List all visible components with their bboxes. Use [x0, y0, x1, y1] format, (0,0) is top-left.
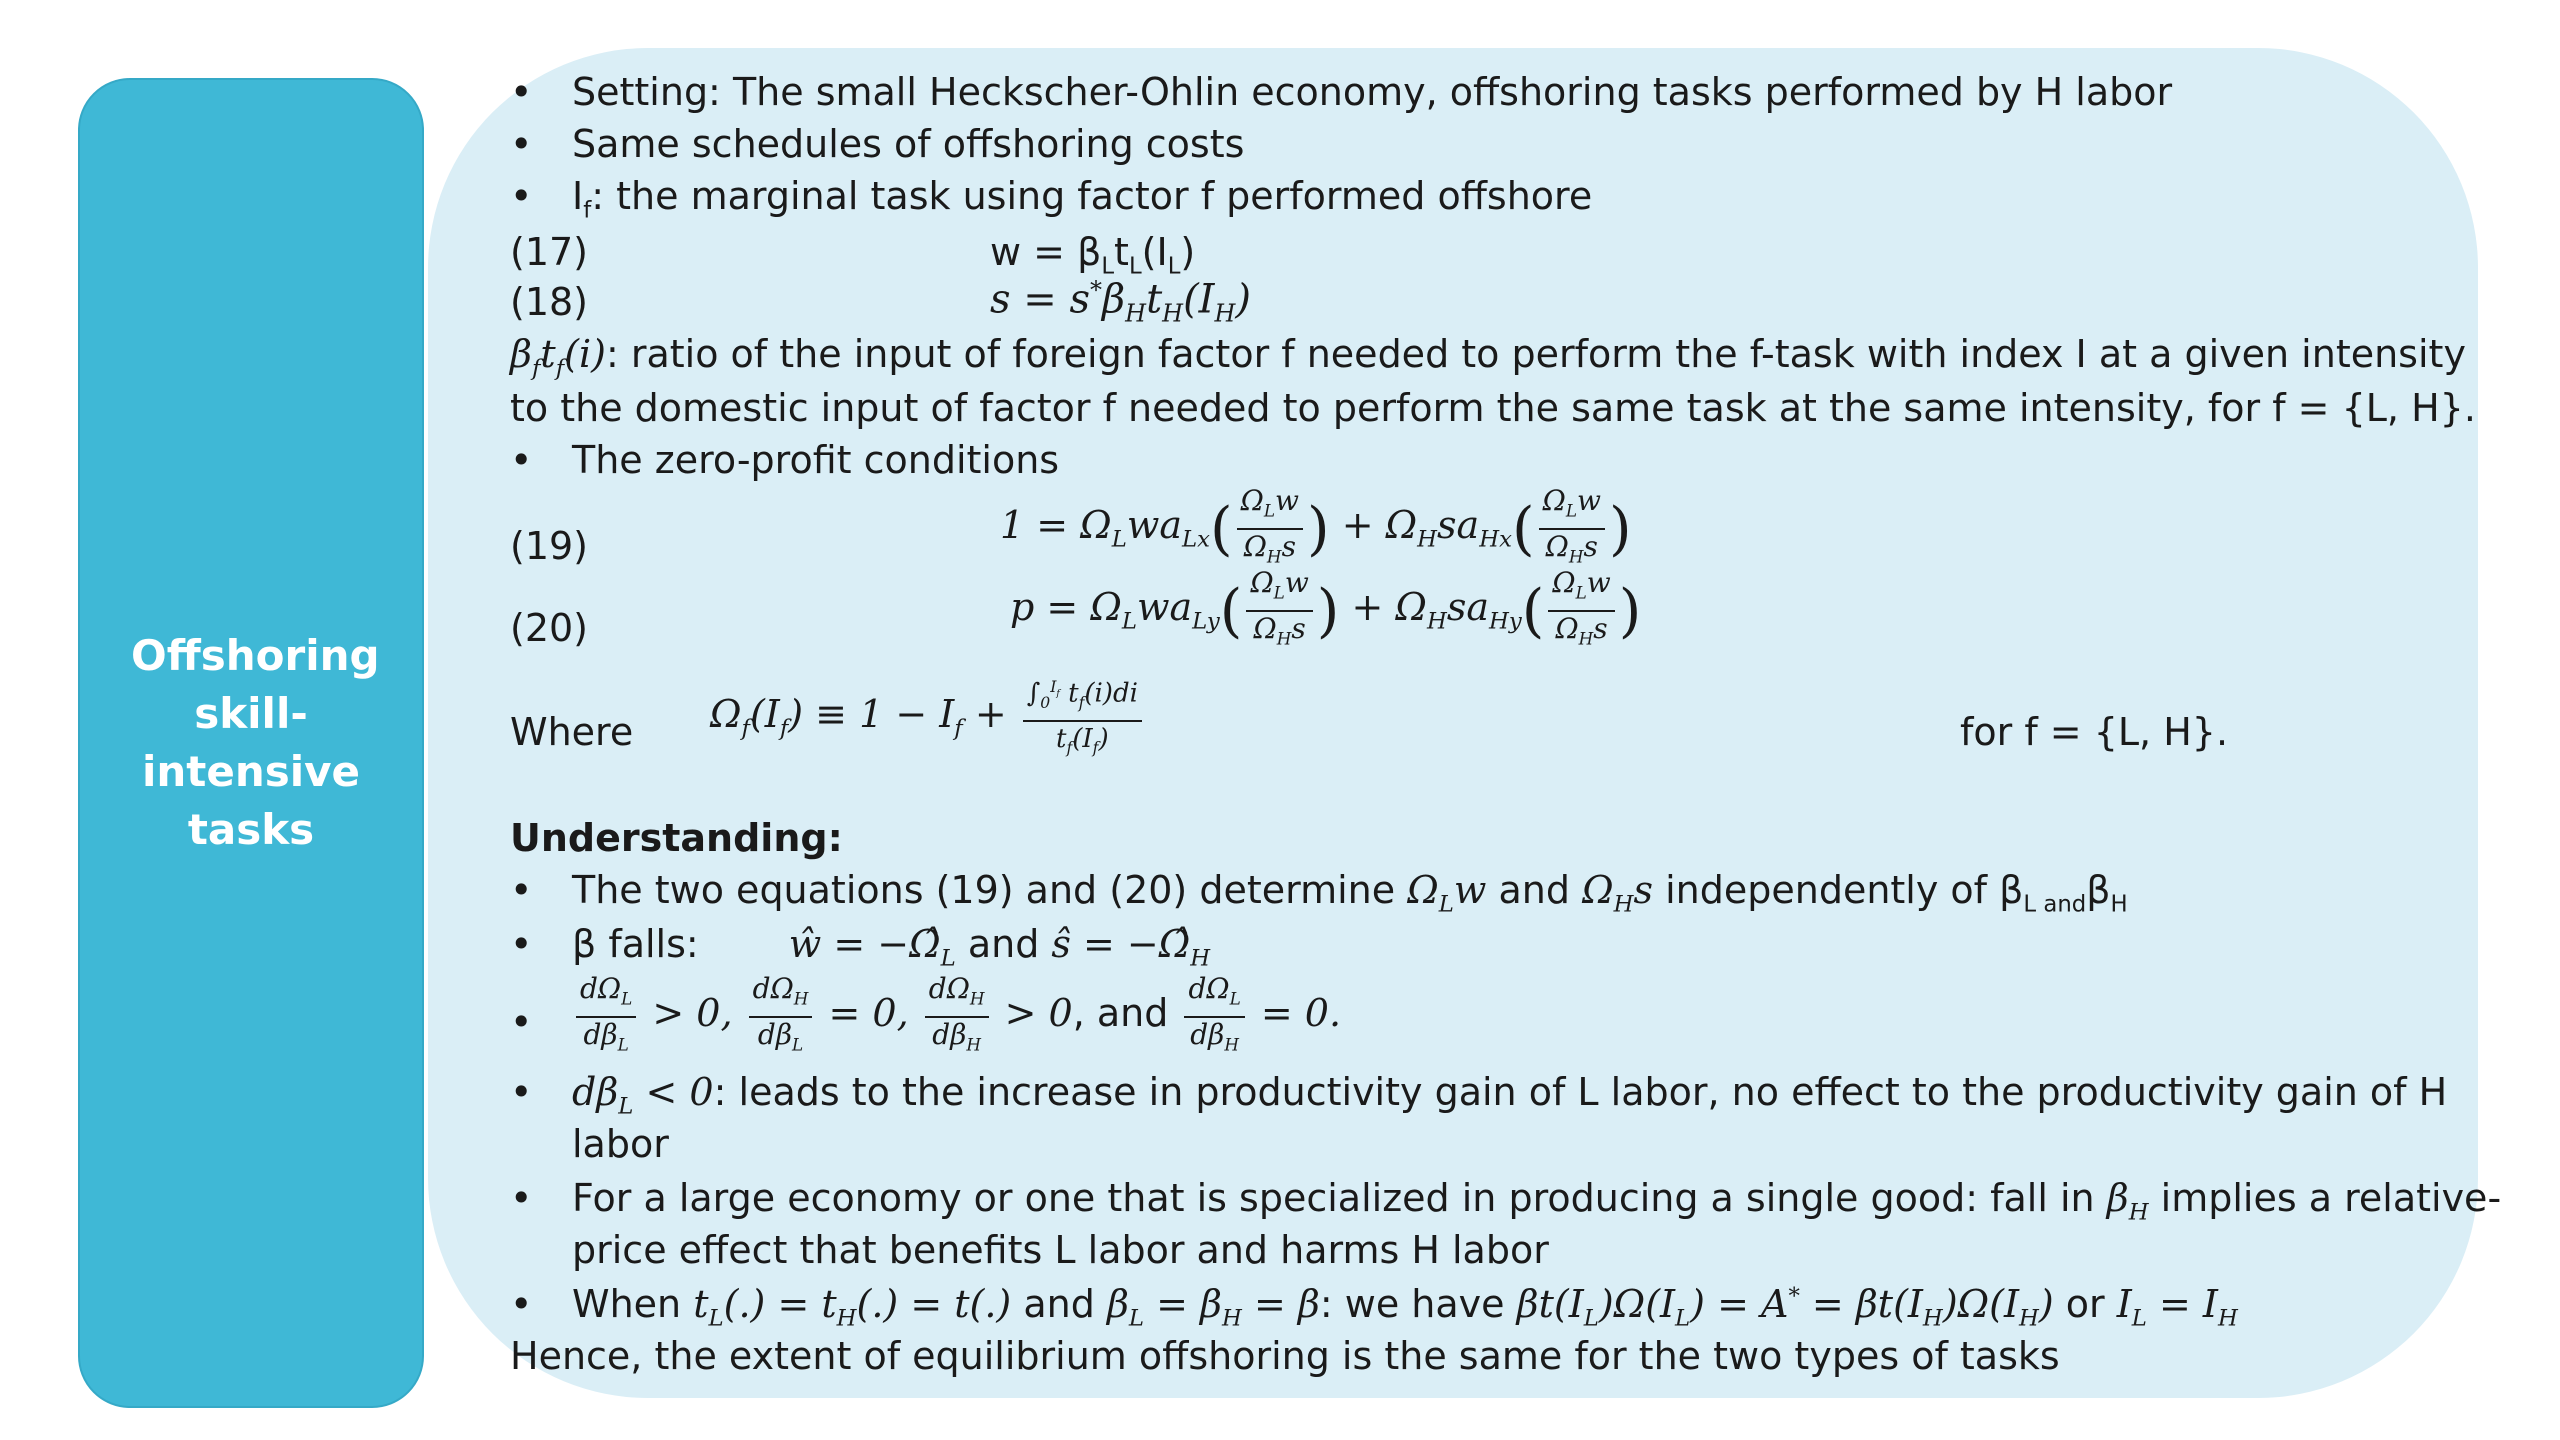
equation-19 [510, 524, 588, 568]
equation-label: (20) [510, 606, 589, 650]
content-panel: • Setting: The small Heckscher-Ohlin economy, offshoring tasks performed by H labor • Same schedules of offshoring costs • $I_f$: the marginal task using factor f performed offshore (17) $w = \beta_Lt_L(I_L)$ (18) $s = s^*\beta_Ht_H(I_H)$ $\beta_ft_f(i)$: ratio of the input of foreign factor f needed to perform the f-task with index I at a given intensity to the domestic input of factor f needed to perform the same task at the same intensity, for f = {L, H}. • The zero-profit conditions (19) $1 = \Omega_Lwa_{Lx}$( $\frac{\Omega_Lw}{\Omega_Hs}$ ) + $\Omega_Hsa_{Hx}$( $\frac{\Omega_Lw}{\Omega_Hs}$ ) (20) $p = \Omega_Lwa_{Ly}$( $\frac{\Omega_Lw}{\Omega_Hs}$ ) + $\Omega_Hsa_{Hy}$( $\frac{\Omega_Lw}{\Omega_Hs}$ ) Where for f = {L, H}. $\Omega_f(I_f) \equiv 1 - I_f$ + $\frac{\int_0^{I_f} t_f(i)di}{t_f(I_f)}$ Understanding: • The two equations (19) and (20) determine $\Omega_Lw$ and $\Omega_Hs$ independently of $\beta_{L and}\beta_H$ • β falls: ŵ = $-\Omegâ_L$ and ŝ = $-\Omegâ_H$ • $\frac{d\Omega_L}{d\beta_L}$ > 0, $\frac{d\Omega_H}{d\beta_L}$ = 0, $\frac{d\Omega_H}{d\beta_H}$ > 0, and $\frac{d\Omega_L}{d\beta_H}$ = 0. • $d\beta_L < 0$: leads to the increase in productivity gain of L labor, no effect to the productivity gain of H labor • For a large economy or one that is specialized in producing a single good: fall in $\beta_H$ implies a relative- price effect that benefits L labor and harms H labor • When $t_L(.) = t_H(.) = t(.)$ and $\beta_L = \beta_H = \beta$: we have $\beta t(I_L)\Omega(I_L) = A^* = \beta t(I_H)\Omega(I_H)$ or $I_L = I_H$ Hence, the extent of equilibrium offshoring is the same for the two types of tasks [428, 48, 2478, 1398]
ratio-definition-cont: to the domestic input of factor f needed to perform the same task at the same intensity, for f = {L, H}. [510, 386, 2476, 430]
bullet-icon: • [510, 122, 533, 166]
bullet-icon: • [510, 868, 533, 912]
equation-label: (17) [510, 230, 589, 274]
bullet-icon: • [510, 1176, 533, 1220]
understanding-heading: Understanding: [510, 816, 843, 860]
where-label: Where [510, 710, 634, 754]
where-suffix: for f = {L, H}. [1960, 710, 2229, 754]
understanding-item-4-cont: labor [572, 1122, 669, 1166]
equation-18-body: $s = s^*\beta_Ht_H(I_H)$ [990, 276, 1252, 328]
omega-definition: $\Omega_f(I_f) \equiv 1 - I_f$ + $\frac{\int_0^{I_f} t_f(i)di}{t_f(I_f)}$ [710, 670, 1146, 765]
bullet-icon: • [510, 70, 533, 114]
sidebar-title: Offshoring skill-intensive tasks [131, 631, 380, 854]
understanding-item-5-cont: price effect that benefits L labor and harms H labor [572, 1228, 1549, 1272]
bullet-icon: • [510, 174, 533, 218]
equation-20-body: $p = \Omega_Lwa_{Ly}$( $\frac{\Omega_Lw}{\Omega_Hs}$ ) + $\Omega_Hsa_{Hy}$( $\frac{\Omega_Lw}{\Omega_Hs}$ ) [1010, 566, 1642, 649]
equation-17-body: $w = \beta_Lt_L(I_L)$ [990, 230, 1196, 280]
equation-18 [510, 276, 1252, 328]
conclusion-text: Hence, the extent of equilibrium offshoring is the same for the two types of tasks [510, 1334, 2060, 1378]
bullet-icon: • [510, 438, 533, 482]
bullet-icon: • [510, 922, 533, 966]
sidebar-panel [78, 78, 424, 1408]
bullet-icon: • [510, 1282, 533, 1326]
bullet-icon: • [510, 1070, 533, 1114]
equation-19-body: $1 = \Omega_Lwa_{Lx}$( $\frac{\Omega_Lw}{\Omega_Hs}$ ) + $\Omega_Hsa_{Hx}$( $\frac{\Omega_Lw}{\Omega_Hs}$ ) [1000, 484, 1632, 567]
equation-label: (18) [510, 280, 589, 324]
equation-label: (19) [510, 524, 589, 568]
equation-17 [510, 230, 1196, 280]
bullet-icon: • [510, 1000, 533, 1044]
ratio-definition: $\beta_ft_f(i)$: ratio of the input of foreign factor f needed to perform the f-task with index I at a given intensity [510, 332, 2466, 382]
equation-20 [510, 606, 588, 650]
